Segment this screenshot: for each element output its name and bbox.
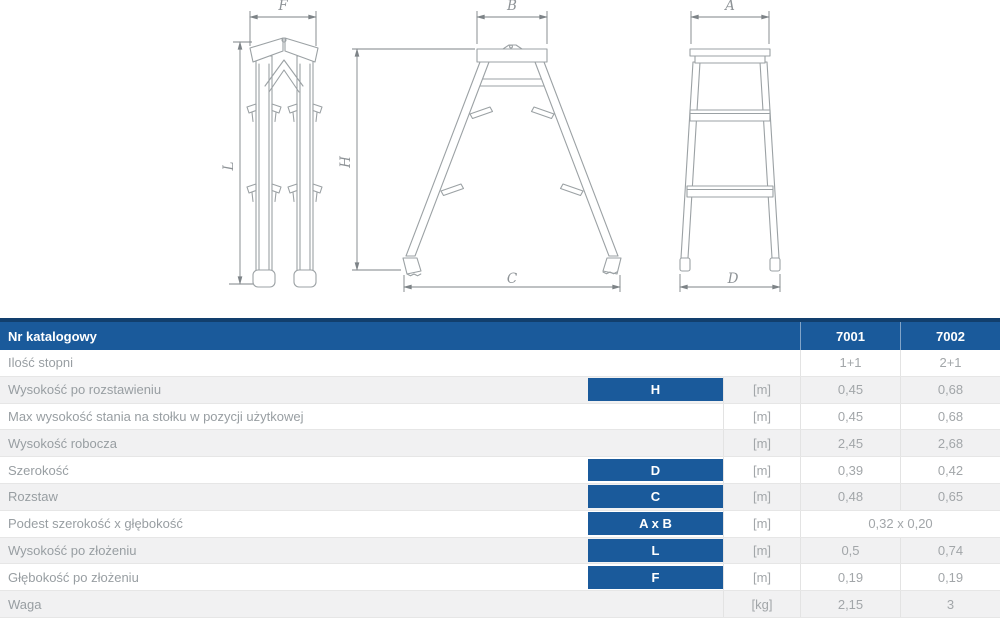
spec-label: Szerokość <box>8 462 69 478</box>
unit-cell: [m] <box>723 377 800 403</box>
value-7002: 3 <box>900 591 1000 617</box>
spec-label: Wysokość robocza <box>8 435 117 451</box>
value-7001: 0,45 <box>800 404 900 430</box>
value-7002: 0,68 <box>900 404 1000 430</box>
dimension-d <box>680 271 780 292</box>
value-7001: 0,48 <box>800 484 900 510</box>
spec-label: Podest szerokość x głębokość <box>8 516 183 532</box>
table-row <box>0 564 1000 591</box>
value-7002: 0,74 <box>900 538 1000 564</box>
value-7002: 0,65 <box>900 484 1000 510</box>
value-7002: 0,68 <box>900 377 1000 403</box>
table-row <box>0 430 1000 457</box>
table-row <box>0 404 1000 431</box>
folded-ladder-shape <box>247 38 322 287</box>
spec-label: Rozstaw <box>8 489 58 505</box>
dim-label-h: H <box>338 156 354 168</box>
dim-label-d: D <box>727 271 739 287</box>
dimension-badge: D <box>588 459 723 482</box>
folded-ladder-drawing <box>221 0 322 287</box>
unit-cell: [m] <box>723 538 800 564</box>
dim-label-a: A <box>725 0 735 14</box>
unit-cell: [m] <box>723 511 800 537</box>
open-ladder-side-drawing <box>338 0 621 292</box>
unit-cell: [m] <box>723 404 800 430</box>
model-7002-header: 7002 <box>900 322 1000 350</box>
dimension-badge: F <box>588 566 723 589</box>
table-row <box>0 591 1000 618</box>
value-7001: 0,39 <box>800 457 900 483</box>
ladder-front-drawing <box>680 0 780 292</box>
ladder-front-shape <box>680 49 780 271</box>
dim-label-f: F <box>278 0 288 14</box>
dimension-badge: L <box>588 539 723 562</box>
table-row <box>0 511 1000 538</box>
value-7001: 0,19 <box>800 564 900 590</box>
dimension-b <box>477 0 547 44</box>
model-7001-header: 7001 <box>800 322 900 350</box>
value-7002: 0,42 <box>900 457 1000 483</box>
value-7002: 2,68 <box>900 430 1000 456</box>
spec-label: Wysokość po złożeniu <box>8 542 137 558</box>
value-7001: 2,45 <box>800 430 900 456</box>
unit-cell: [m] <box>723 484 800 510</box>
dimension-badge: A x B <box>588 512 723 535</box>
table-row <box>0 377 1000 404</box>
unit-cell: [m] <box>723 457 800 483</box>
spec-label: Głębokość po złożeniu <box>8 569 139 585</box>
spec-label: Waga <box>8 596 42 612</box>
open-ladder-shape <box>403 45 621 276</box>
spec-table <box>0 318 1000 618</box>
spec-label: Ilość stopni <box>8 355 74 371</box>
value-span: 0,32 x 0,20 <box>800 511 1000 537</box>
value-7001: 1+1 <box>800 350 900 376</box>
unit-cell <box>723 350 800 376</box>
dimension-l <box>221 42 258 284</box>
value-7001: 2,15 <box>800 591 900 617</box>
dimension-badge: H <box>588 378 723 401</box>
dim-label-l: L <box>221 161 237 171</box>
dim-label-c: C <box>506 271 518 287</box>
unit-cell: [m] <box>723 430 800 456</box>
table-row <box>0 538 1000 565</box>
spec-label: Wysokość po rozstawieniu <box>8 382 162 398</box>
value-7002: 0,19 <box>900 564 1000 590</box>
dim-label-b: B <box>507 0 517 14</box>
table-header-row <box>0 318 1000 350</box>
unit-cell: [m] <box>723 564 800 590</box>
table-row <box>0 350 1000 377</box>
unit-cell: [kg] <box>723 591 800 617</box>
dimension-a <box>691 0 769 44</box>
spec-label: Max wysokość stania na stołku w pozycji użytkowej <box>8 408 304 424</box>
dimension-h <box>338 49 475 270</box>
dimension-badge: C <box>588 485 723 508</box>
value-7001: 0,45 <box>800 377 900 403</box>
value-7001: 0,5 <box>800 538 900 564</box>
table-row <box>0 457 1000 484</box>
table-row <box>0 484 1000 511</box>
dimension-c <box>404 271 620 292</box>
value-7002: 2+1 <box>900 350 1000 376</box>
catalog-number-header: Nr katalogowy <box>8 328 97 344</box>
